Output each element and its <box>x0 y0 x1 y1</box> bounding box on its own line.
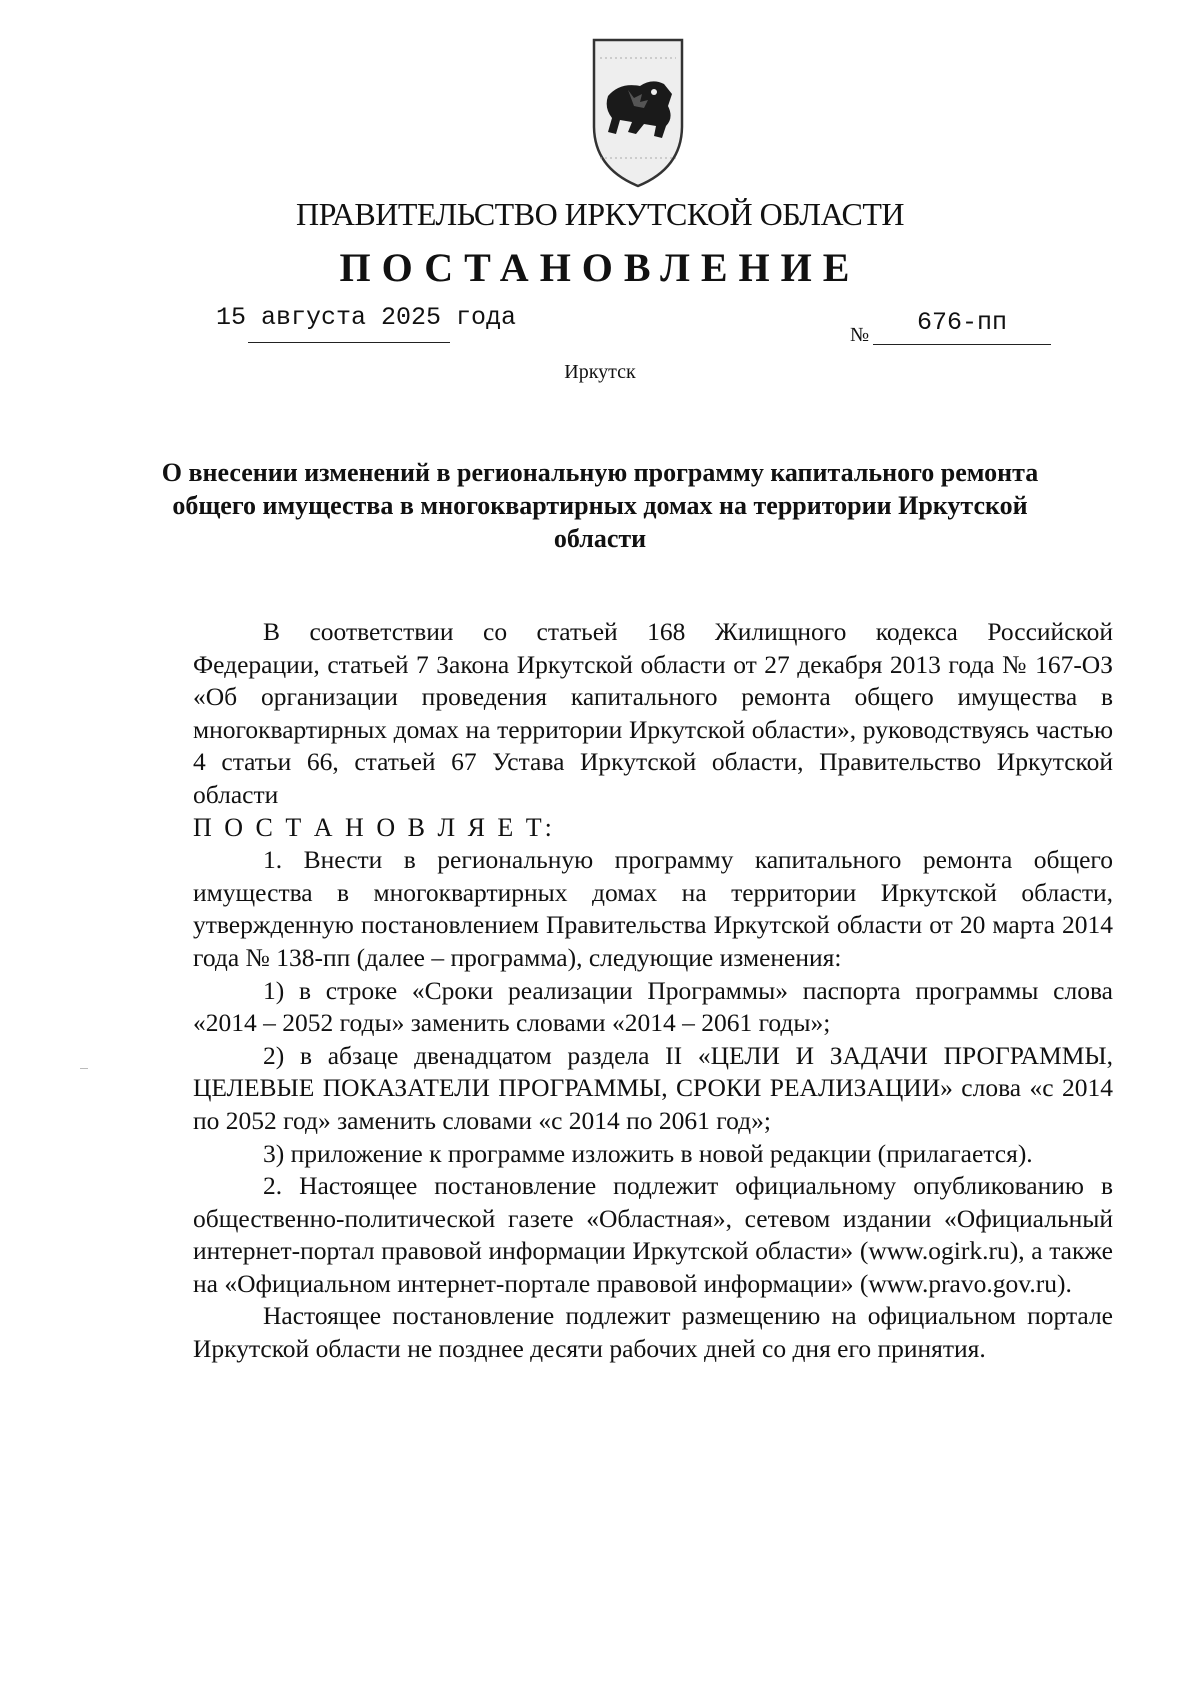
preamble-first-line: В соответствии со статьей 168 Жилищного кодекса Российской <box>263 617 1113 646</box>
number-underline <box>873 344 1051 345</box>
item-1-subitem-3: 3) приложение к программе изложить в новой редакции (прилагается). <box>263 1138 1033 1168</box>
resolves-heading: П О С Т А Н О В Л Я Е Т: <box>193 812 555 842</box>
document-body <box>193 616 1113 1366</box>
preamble-paragraph: Федерации, статьей 7 Закона Иркутской области от 27 декабря 2013 года № 167-ОЗ «Об организации проведения капитального ремонта общего имущества в многоквартирных домах на территории Иркутской области», руководствуясь частью 4 статьи 66, статьей 67 Устава Иркутской области, Правительство Иркутской области <box>193 649 1113 809</box>
item-2-paragraph: 2. Настоящее постановление подлежит официальному опубликованию в общественно-политической газете «Областная», сетевом издании «Официальный интернет-портал правовой информации Иркутской области» (www.ogirk.ru), а также на «Официальном интернет-портале правовой информации» (www.pravo.gov.ru). <box>193 1171 1113 1298</box>
coat-of-arms-emblem <box>590 38 686 188</box>
city-name: Иркутск <box>564 361 636 383</box>
item-1-subitem-2: 2) в абзаце двенадцатом раздела II «ЦЕЛИ И ЗАДАЧИ ПРОГРАММЫ, ЦЕЛЕВЫЕ ПОКАЗАТЕЛИ ПРОГРАММЫ, СРОКИ РЕАЛИЗАЦИИ» слова «с 2014 по 2052 год» заменить словами «с 2014 по 2061 год»; <box>193 1040 1113 1135</box>
document-subject: О внесении изменений в региональную программу капитального ремонта общего имущества в многоквартирных домах на территории Иркутской области <box>161 458 1039 553</box>
item-1-paragraph: 1. Внести в региональную программу капитального ремонта общего имущества в многоквартирных домах на территории Иркутской области, утвержденную постановлением Правительства Иркутской области от 20 марта 2014 года № 138-пп (далее – программа), следующие изменения: <box>193 845 1113 972</box>
final-paragraph: Настоящее постановление подлежит размещению на официальном портале Иркутской области не позднее десяти рабочих дней со дня его принятия. <box>193 1301 1113 1364</box>
document-number: 676-пп <box>917 308 1008 337</box>
number-sign: № <box>850 324 870 346</box>
document-date: 15 августа 2025 года <box>216 303 517 332</box>
date-underline <box>248 342 450 343</box>
document-type-title: ПОСТАНОВЛЕНИЕ <box>339 245 861 290</box>
organization-name: ПРАВИТЕЛЬСТВО ИРКУТСКОЙ ОБЛАСТИ <box>296 196 904 232</box>
item-1-subitem-1: 1) в строке «Сроки реализации Программы» паспорта программы слова «2014 – 2052 годы» заменить словами «2014 – 2061 годы»; <box>193 975 1113 1038</box>
scan-artifact <box>80 1068 88 1069</box>
